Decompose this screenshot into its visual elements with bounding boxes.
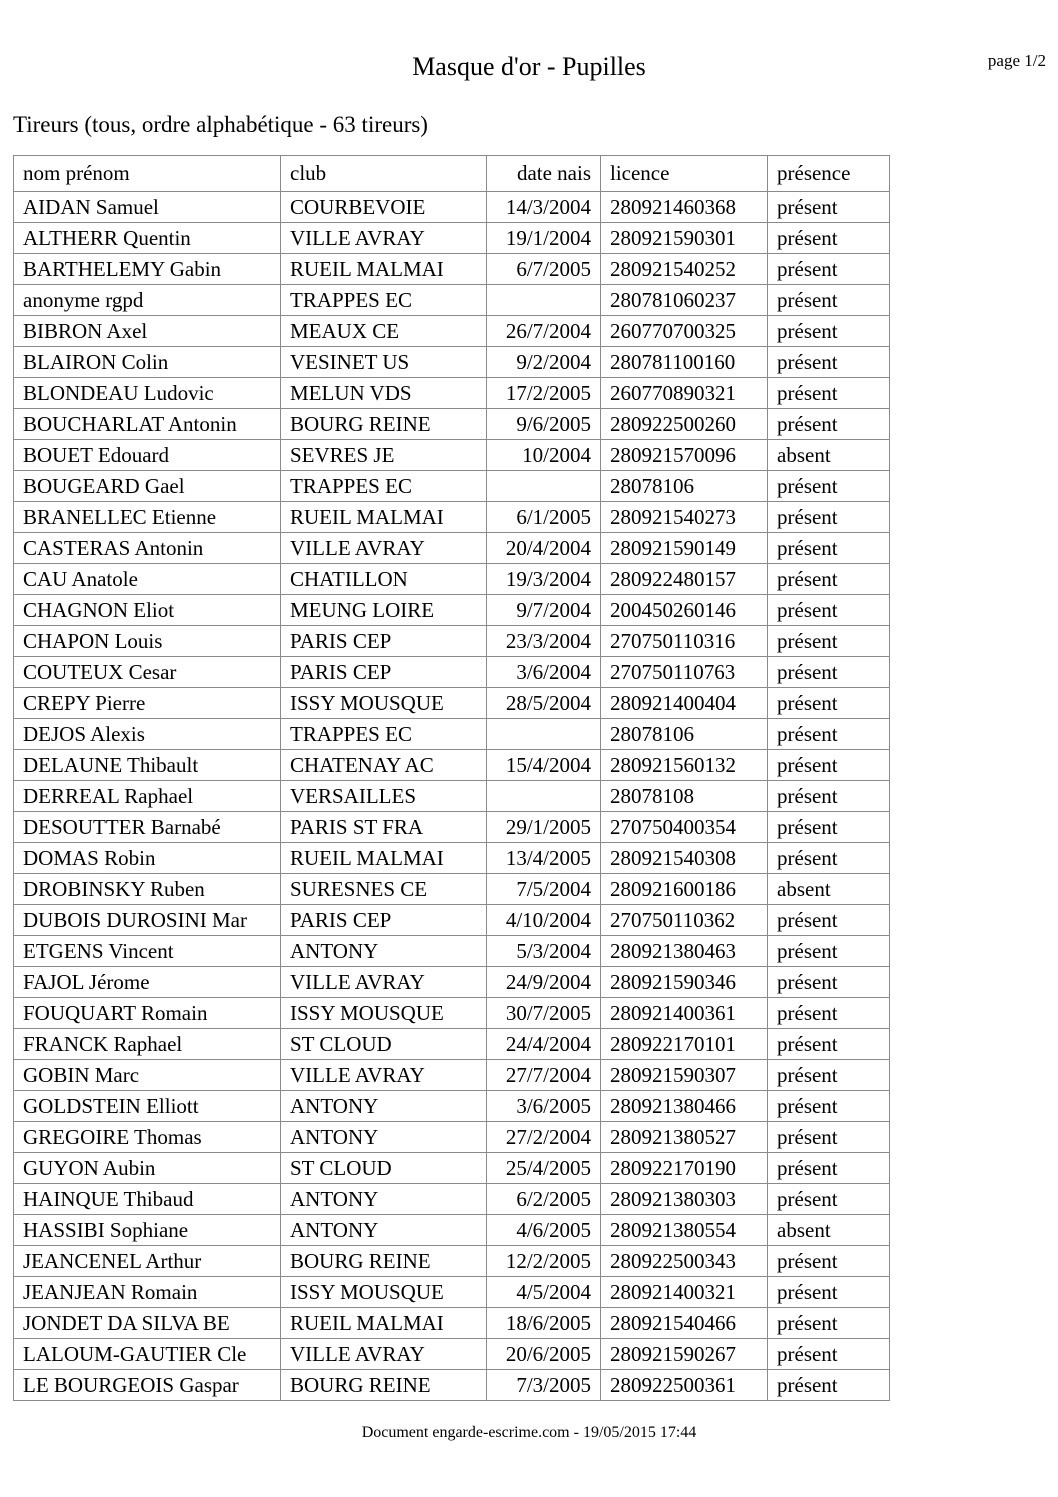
cell-club: RUEIL MALMAI bbox=[281, 843, 487, 874]
cell-name: DEJOS Alexis bbox=[14, 719, 281, 750]
cell-birthdate bbox=[487, 285, 601, 316]
cell-licence: 280921380527 bbox=[601, 1122, 768, 1153]
cell-licence: 28078106 bbox=[601, 719, 768, 750]
cell-birthdate: 19/1/2004 bbox=[487, 223, 601, 254]
cell-name: ETGENS Vincent bbox=[14, 936, 281, 967]
cell-presence: présent bbox=[768, 1308, 890, 1339]
cell-licence: 280922170190 bbox=[601, 1153, 768, 1184]
cell-birthdate: 20/4/2004 bbox=[487, 533, 601, 564]
cell-licence: 280921540273 bbox=[601, 502, 768, 533]
cell-club: ANTONY bbox=[281, 1122, 487, 1153]
cell-licence: 280921540466 bbox=[601, 1308, 768, 1339]
table-row bbox=[14, 595, 890, 626]
cell-licence: 28078108 bbox=[601, 781, 768, 812]
cell-birthdate: 9/2/2004 bbox=[487, 347, 601, 378]
cell-licence: 280921380554 bbox=[601, 1215, 768, 1246]
table-row bbox=[14, 936, 890, 967]
document-title: Masque d'or - Pupilles bbox=[412, 52, 646, 81]
cell-birthdate: 25/4/2005 bbox=[487, 1153, 601, 1184]
cell-presence: présent bbox=[768, 750, 890, 781]
list-subtitle: Tireurs (tous, ordre alphabétique - 63 tireurs) bbox=[13, 112, 428, 137]
cell-club: PARIS CEP bbox=[281, 626, 487, 657]
cell-name: LE BOURGEOIS Gaspar bbox=[14, 1370, 281, 1401]
page-number: page 1/2 bbox=[987, 51, 1046, 70]
cell-club: ANTONY bbox=[281, 936, 487, 967]
cell-birthdate: 12/2/2005 bbox=[487, 1246, 601, 1277]
cell-club: PARIS ST FRA bbox=[281, 812, 487, 843]
cell-name: BOUET Edouard bbox=[14, 440, 281, 471]
cell-licence: 280781100160 bbox=[601, 347, 768, 378]
cell-presence: présent bbox=[768, 781, 890, 812]
table-row bbox=[14, 998, 890, 1029]
cell-club: MEAUX CE bbox=[281, 316, 487, 347]
cell-birthdate: 29/1/2005 bbox=[487, 812, 601, 843]
table-row bbox=[14, 967, 890, 998]
cell-licence: 280921380463 bbox=[601, 936, 768, 967]
table-row bbox=[14, 781, 890, 812]
cell-club: ISSY MOUSQUE bbox=[281, 998, 487, 1029]
cell-licence: 280921600186 bbox=[601, 874, 768, 905]
cell-club: CHATENAY AC bbox=[281, 750, 487, 781]
cell-presence: présent bbox=[768, 843, 890, 874]
cell-presence: présent bbox=[768, 285, 890, 316]
cell-club: TRAPPES EC bbox=[281, 285, 487, 316]
column-header-licence: licence bbox=[601, 156, 768, 192]
cell-presence: présent bbox=[768, 657, 890, 688]
cell-club: TRAPPES EC bbox=[281, 719, 487, 750]
cell-club: SEVRES JE bbox=[281, 440, 487, 471]
table-body bbox=[14, 192, 890, 1401]
cell-licence: 280922480157 bbox=[601, 564, 768, 595]
cell-licence: 280922170101 bbox=[601, 1029, 768, 1060]
cell-presence: présent bbox=[768, 1153, 890, 1184]
table-row bbox=[14, 1370, 890, 1401]
cell-presence: présent bbox=[768, 1060, 890, 1091]
cell-club: ISSY MOUSQUE bbox=[281, 1277, 487, 1308]
cell-club: ANTONY bbox=[281, 1215, 487, 1246]
cell-name: CHAPON Louis bbox=[14, 626, 281, 657]
cell-birthdate: 19/3/2004 bbox=[487, 564, 601, 595]
cell-name: FAJOL Jérome bbox=[14, 967, 281, 998]
cell-birthdate: 3/6/2005 bbox=[487, 1091, 601, 1122]
cell-name: GOBIN Marc bbox=[14, 1060, 281, 1091]
table-row bbox=[14, 1091, 890, 1122]
cell-licence: 280921380466 bbox=[601, 1091, 768, 1122]
table-row bbox=[14, 843, 890, 874]
cell-club: RUEIL MALMAI bbox=[281, 254, 487, 285]
cell-licence: 280921540308 bbox=[601, 843, 768, 874]
cell-name: BOUGEARD Gael bbox=[14, 471, 281, 502]
table-row bbox=[14, 905, 890, 936]
cell-presence: présent bbox=[768, 316, 890, 347]
cell-name: AIDAN Samuel bbox=[14, 192, 281, 223]
cell-presence: présent bbox=[768, 1339, 890, 1370]
cell-presence: présent bbox=[768, 905, 890, 936]
cell-presence: présent bbox=[768, 1184, 890, 1215]
table-row bbox=[14, 657, 890, 688]
cell-club: PARIS CEP bbox=[281, 657, 487, 688]
table-row bbox=[14, 502, 890, 533]
cell-presence: présent bbox=[768, 1370, 890, 1401]
cell-licence: 280921400361 bbox=[601, 998, 768, 1029]
cell-presence: présent bbox=[768, 1122, 890, 1153]
cell-name: CAU Anatole bbox=[14, 564, 281, 595]
cell-licence: 280922500361 bbox=[601, 1370, 768, 1401]
cell-name: DOMAS Robin bbox=[14, 843, 281, 874]
cell-club: BOURG REINE bbox=[281, 1370, 487, 1401]
cell-birthdate: 27/2/2004 bbox=[487, 1122, 601, 1153]
cell-birthdate: 10/2004 bbox=[487, 440, 601, 471]
cell-birthdate: 30/7/2005 bbox=[487, 998, 601, 1029]
cell-licence: 200450260146 bbox=[601, 595, 768, 626]
cell-name: DUBOIS DUROSINI Mar bbox=[14, 905, 281, 936]
cell-presence: présent bbox=[768, 812, 890, 843]
cell-birthdate: 24/9/2004 bbox=[487, 967, 601, 998]
cell-birthdate: 17/2/2005 bbox=[487, 378, 601, 409]
cell-name: GOLDSTEIN Elliott bbox=[14, 1091, 281, 1122]
table-row bbox=[14, 1060, 890, 1091]
cell-licence: 270750400354 bbox=[601, 812, 768, 843]
cell-birthdate: 18/6/2005 bbox=[487, 1308, 601, 1339]
cell-presence: présent bbox=[768, 192, 890, 223]
cell-presence: absent bbox=[768, 874, 890, 905]
cell-presence: présent bbox=[768, 998, 890, 1029]
cell-licence: 28078106 bbox=[601, 471, 768, 502]
cell-presence: présent bbox=[768, 1277, 890, 1308]
cell-club: TRAPPES EC bbox=[281, 471, 487, 502]
cell-presence: présent bbox=[768, 1091, 890, 1122]
column-header-birthdate: date nais bbox=[487, 156, 601, 192]
cell-licence: 260770890321 bbox=[601, 378, 768, 409]
cell-birthdate: 4/10/2004 bbox=[487, 905, 601, 936]
cell-licence: 280921570096 bbox=[601, 440, 768, 471]
cell-licence: 280921400404 bbox=[601, 688, 768, 719]
cell-club: MELUN VDS bbox=[281, 378, 487, 409]
column-header-name: nom prénom bbox=[14, 156, 281, 192]
cell-birthdate: 4/6/2005 bbox=[487, 1215, 601, 1246]
cell-club: RUEIL MALMAI bbox=[281, 502, 487, 533]
table-row bbox=[14, 1339, 890, 1370]
cell-name: BOUCHARLAT Antonin bbox=[14, 409, 281, 440]
cell-club: ISSY MOUSQUE bbox=[281, 688, 487, 719]
cell-club: BOURG REINE bbox=[281, 1246, 487, 1277]
table-row bbox=[14, 223, 890, 254]
cell-birthdate: 27/7/2004 bbox=[487, 1060, 601, 1091]
table-row bbox=[14, 409, 890, 440]
cell-presence: présent bbox=[768, 254, 890, 285]
cell-club: PARIS CEP bbox=[281, 905, 487, 936]
cell-name: GREGOIRE Thomas bbox=[14, 1122, 281, 1153]
cell-presence: présent bbox=[768, 1029, 890, 1060]
cell-birthdate: 4/5/2004 bbox=[487, 1277, 601, 1308]
cell-birthdate: 6/7/2005 bbox=[487, 254, 601, 285]
table-row bbox=[14, 192, 890, 223]
cell-presence: absent bbox=[768, 1215, 890, 1246]
table-row bbox=[14, 533, 890, 564]
cell-club: ANTONY bbox=[281, 1091, 487, 1122]
document-footer: Document engarde-escrime.com - 19/05/2015 17:44 bbox=[361, 1424, 697, 1441]
cell-club: VILLE AVRAY bbox=[281, 533, 487, 564]
cell-licence: 280921380303 bbox=[601, 1184, 768, 1215]
cell-birthdate: 24/4/2004 bbox=[487, 1029, 601, 1060]
cell-club: VILLE AVRAY bbox=[281, 1060, 487, 1091]
cell-birthdate: 5/3/2004 bbox=[487, 936, 601, 967]
cell-presence: présent bbox=[768, 719, 890, 750]
table-row bbox=[14, 1246, 890, 1277]
cell-birthdate: 6/1/2005 bbox=[487, 502, 601, 533]
cell-name: BIBRON Axel bbox=[14, 316, 281, 347]
cell-licence: 280921590301 bbox=[601, 223, 768, 254]
cell-presence: présent bbox=[768, 1246, 890, 1277]
table-header-row bbox=[14, 156, 890, 192]
table-row bbox=[14, 440, 890, 471]
cell-name: COUTEUX Cesar bbox=[14, 657, 281, 688]
table-row bbox=[14, 1215, 890, 1246]
cell-name: BLAIRON Colin bbox=[14, 347, 281, 378]
cell-name: FOUQUART Romain bbox=[14, 998, 281, 1029]
cell-name: JEANJEAN Romain bbox=[14, 1277, 281, 1308]
cell-birthdate bbox=[487, 471, 601, 502]
cell-birthdate bbox=[487, 781, 601, 812]
cell-presence: présent bbox=[768, 502, 890, 533]
cell-presence: présent bbox=[768, 409, 890, 440]
cell-licence: 280921460368 bbox=[601, 192, 768, 223]
table-row bbox=[14, 688, 890, 719]
fencer-table bbox=[13, 155, 890, 1401]
cell-birthdate: 15/4/2004 bbox=[487, 750, 601, 781]
cell-licence: 280922500260 bbox=[601, 409, 768, 440]
cell-presence: présent bbox=[768, 471, 890, 502]
cell-licence: 280921560132 bbox=[601, 750, 768, 781]
cell-name: anonyme rgpd bbox=[14, 285, 281, 316]
cell-presence: présent bbox=[768, 347, 890, 378]
table-row bbox=[14, 564, 890, 595]
table-row bbox=[14, 378, 890, 409]
cell-club: CHATILLON bbox=[281, 564, 487, 595]
cell-club: ST CLOUD bbox=[281, 1029, 487, 1060]
cell-club: SURESNES CE bbox=[281, 874, 487, 905]
table-row bbox=[14, 1029, 890, 1060]
cell-birthdate: 6/2/2005 bbox=[487, 1184, 601, 1215]
table-row bbox=[14, 1153, 890, 1184]
cell-birthdate: 20/6/2005 bbox=[487, 1339, 601, 1370]
cell-birthdate: 26/7/2004 bbox=[487, 316, 601, 347]
cell-presence: présent bbox=[768, 936, 890, 967]
table-row bbox=[14, 471, 890, 502]
table-row bbox=[14, 254, 890, 285]
cell-name: CREPY Pierre bbox=[14, 688, 281, 719]
cell-club: VERSAILLES bbox=[281, 781, 487, 812]
cell-birthdate: 13/4/2005 bbox=[487, 843, 601, 874]
cell-name: JONDET DA SILVA BE bbox=[14, 1308, 281, 1339]
cell-birthdate bbox=[487, 719, 601, 750]
table-row bbox=[14, 812, 890, 843]
table-row bbox=[14, 316, 890, 347]
cell-name: DELAUNE Thibault bbox=[14, 750, 281, 781]
cell-club: COURBEVOIE bbox=[281, 192, 487, 223]
cell-licence: 280921540252 bbox=[601, 254, 768, 285]
cell-licence: 280781060237 bbox=[601, 285, 768, 316]
cell-presence: présent bbox=[768, 533, 890, 564]
cell-name: CHAGNON Eliot bbox=[14, 595, 281, 626]
cell-licence: 270750110316 bbox=[601, 626, 768, 657]
cell-presence: présent bbox=[768, 595, 890, 626]
cell-club: ANTONY bbox=[281, 1184, 487, 1215]
cell-birthdate: 9/7/2004 bbox=[487, 595, 601, 626]
cell-birthdate: 14/3/2004 bbox=[487, 192, 601, 223]
cell-club: ST CLOUD bbox=[281, 1153, 487, 1184]
cell-name: HASSIBI Sophiane bbox=[14, 1215, 281, 1246]
table-row bbox=[14, 1308, 890, 1339]
cell-club: VILLE AVRAY bbox=[281, 223, 487, 254]
cell-licence: 260770700325 bbox=[601, 316, 768, 347]
table-row bbox=[14, 719, 890, 750]
cell-presence: absent bbox=[768, 440, 890, 471]
cell-club: BOURG REINE bbox=[281, 409, 487, 440]
cell-club: RUEIL MALMAI bbox=[281, 1308, 487, 1339]
cell-presence: présent bbox=[768, 967, 890, 998]
cell-licence: 280921590346 bbox=[601, 967, 768, 998]
cell-name: JEANCENEL Arthur bbox=[14, 1246, 281, 1277]
cell-licence: 280921590149 bbox=[601, 533, 768, 564]
cell-name: LALOUM-GAUTIER Cle bbox=[14, 1339, 281, 1370]
cell-name: ALTHERR Quentin bbox=[14, 223, 281, 254]
cell-club: VILLE AVRAY bbox=[281, 967, 487, 998]
cell-club: VILLE AVRAY bbox=[281, 1339, 487, 1370]
cell-licence: 280921590267 bbox=[601, 1339, 768, 1370]
cell-birthdate: 3/6/2004 bbox=[487, 657, 601, 688]
cell-presence: présent bbox=[768, 626, 890, 657]
cell-name: CASTERAS Antonin bbox=[14, 533, 281, 564]
cell-name: DROBINSKY Ruben bbox=[14, 874, 281, 905]
cell-presence: présent bbox=[768, 564, 890, 595]
cell-name: FRANCK Raphael bbox=[14, 1029, 281, 1060]
cell-name: BRANELLEC Etienne bbox=[14, 502, 281, 533]
table-row bbox=[14, 1277, 890, 1308]
cell-licence: 280922500343 bbox=[601, 1246, 768, 1277]
table-row bbox=[14, 626, 890, 657]
cell-birthdate: 7/3/2005 bbox=[487, 1370, 601, 1401]
table-row bbox=[14, 1184, 890, 1215]
table-row bbox=[14, 347, 890, 378]
cell-club: MEUNG LOIRE bbox=[281, 595, 487, 626]
column-header-club: club bbox=[281, 156, 487, 192]
table-row bbox=[14, 285, 890, 316]
cell-name: DERREAL Raphael bbox=[14, 781, 281, 812]
table-row bbox=[14, 750, 890, 781]
cell-presence: présent bbox=[768, 223, 890, 254]
cell-birthdate: 7/5/2004 bbox=[487, 874, 601, 905]
cell-licence: 280921400321 bbox=[601, 1277, 768, 1308]
cell-licence: 270750110763 bbox=[601, 657, 768, 688]
cell-presence: présent bbox=[768, 378, 890, 409]
cell-birthdate: 23/3/2004 bbox=[487, 626, 601, 657]
cell-licence: 280921590307 bbox=[601, 1060, 768, 1091]
cell-name: BLONDEAU Ludovic bbox=[14, 378, 281, 409]
column-header-presence: présence bbox=[768, 156, 890, 192]
cell-birthdate: 9/6/2005 bbox=[487, 409, 601, 440]
cell-name: BARTHELEMY Gabin bbox=[14, 254, 281, 285]
cell-name: GUYON Aubin bbox=[14, 1153, 281, 1184]
cell-name: HAINQUE Thibaud bbox=[14, 1184, 281, 1215]
cell-club: VESINET US bbox=[281, 347, 487, 378]
cell-birthdate: 28/5/2004 bbox=[487, 688, 601, 719]
cell-name: DESOUTTER Barnabé bbox=[14, 812, 281, 843]
table-row bbox=[14, 1122, 890, 1153]
cell-presence: présent bbox=[768, 688, 890, 719]
table-row bbox=[14, 874, 890, 905]
cell-licence: 270750110362 bbox=[601, 905, 768, 936]
